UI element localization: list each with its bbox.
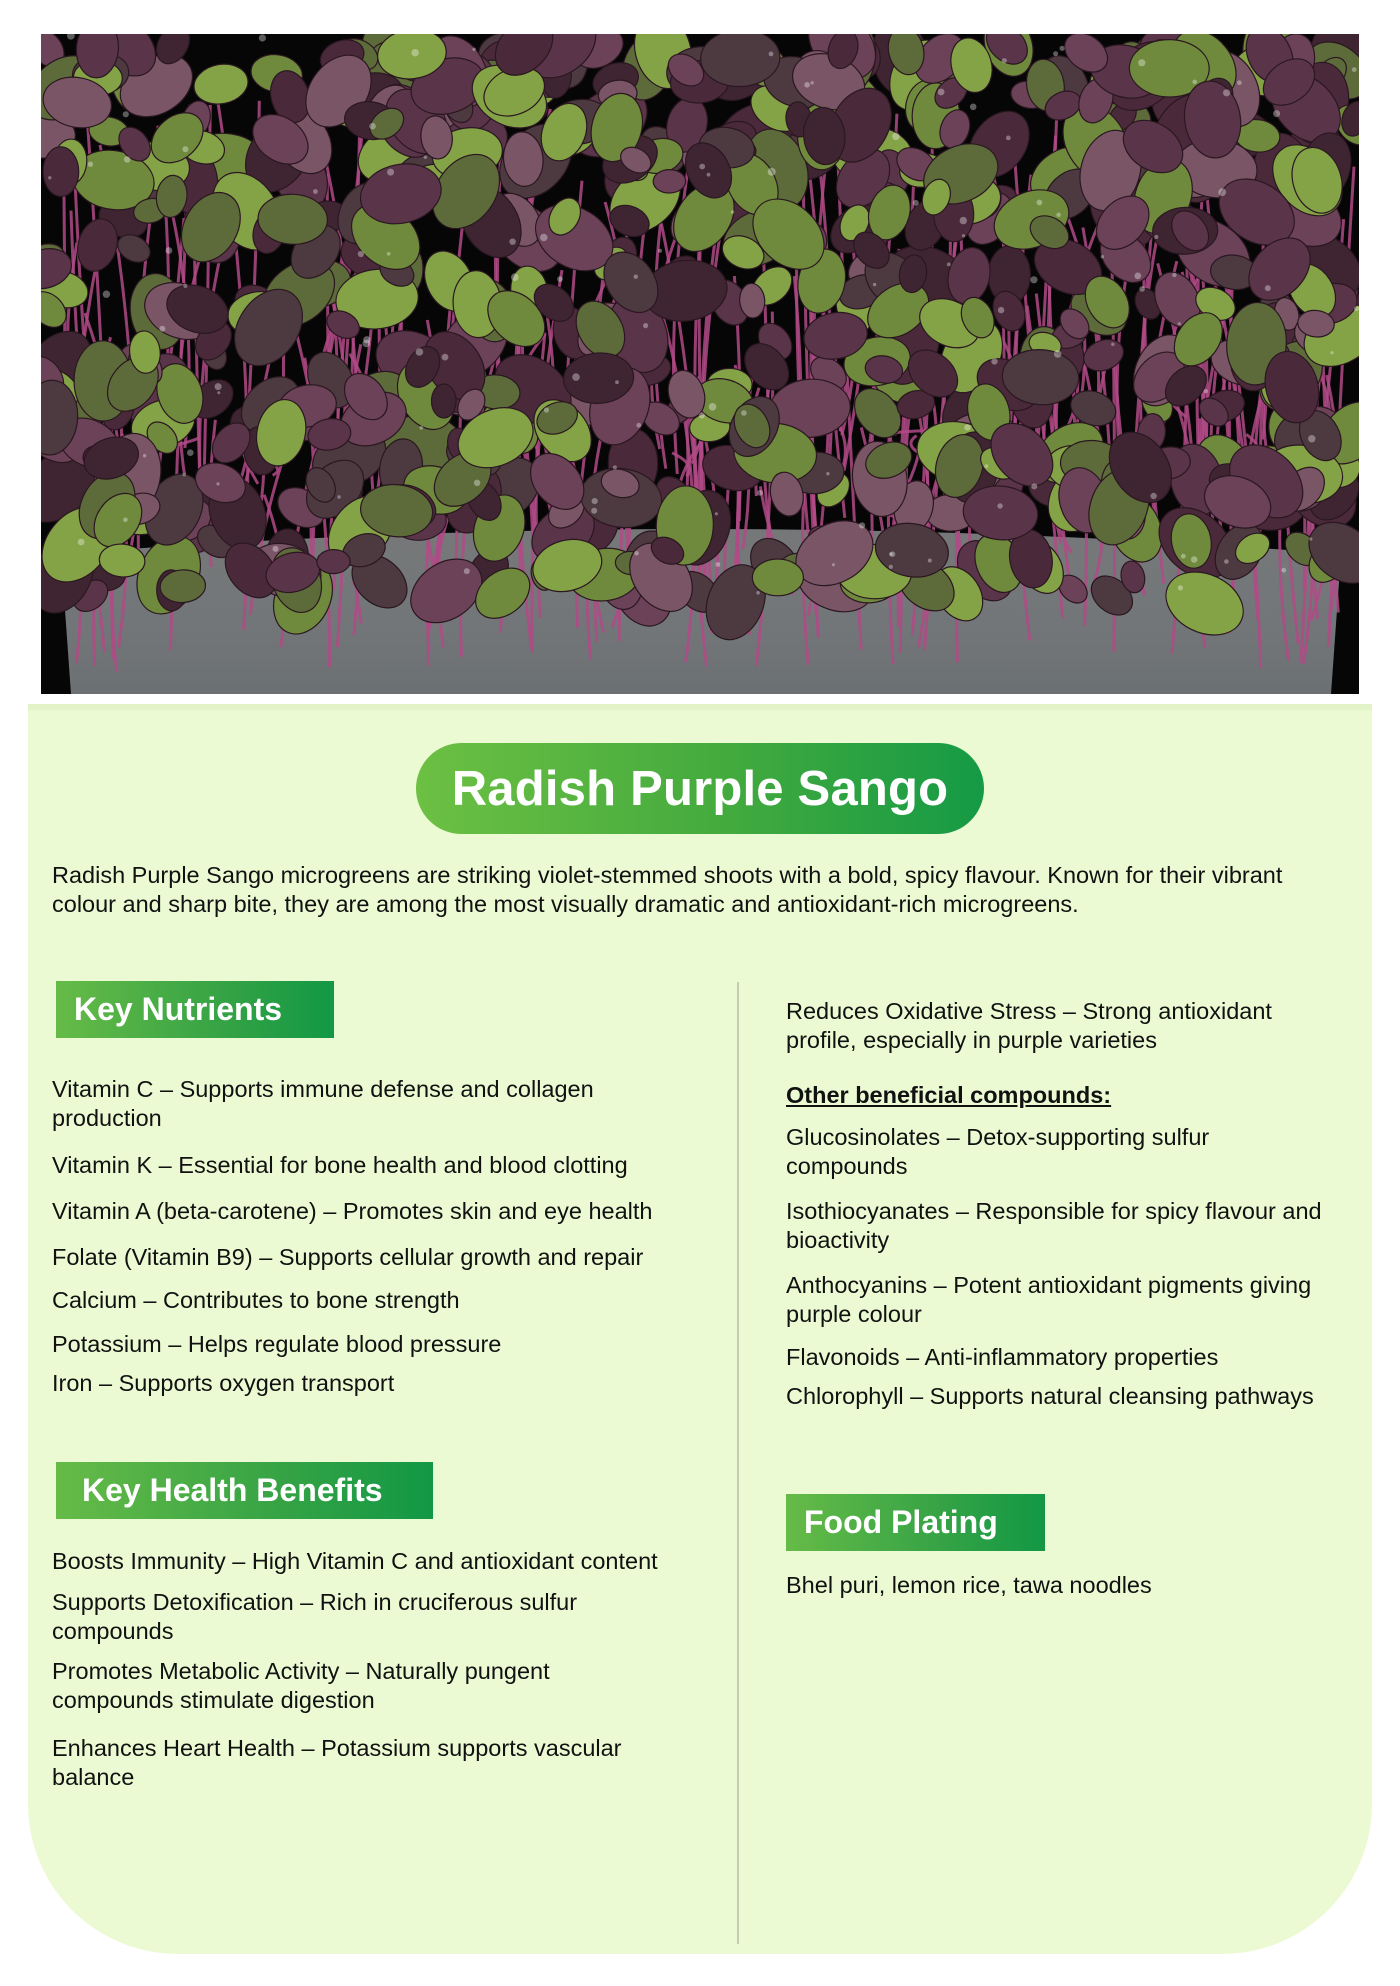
benefit-item: Enhances Heart Health – Potassium supports vascular balance (52, 1735, 622, 1790)
nutrient-item: Folate (Vitamin B9) – Supports cellular growth and repair (52, 1244, 644, 1270)
compound-item: Flavonoids – Anti-inflammatory properties (786, 1344, 1219, 1370)
title-banner (416, 743, 984, 834)
nutrient-item: Vitamin A (beta-carotene) – Promotes skin and eye health (52, 1198, 653, 1224)
compound-item: Isothiocyanates – Responsible for spicy flavour and bioactivity (786, 1198, 1322, 1253)
food-plating-text: Bhel puri, lemon rice, tawa noodles (786, 1572, 1152, 1598)
benefit-item: Reduces Oxidative Stress – Strong antioxidant profile, especially in purple varieties (786, 998, 1272, 1053)
microgreens-photo (41, 34, 1359, 694)
other-compounds-heading: Other beneficial compounds: (786, 1082, 1112, 1108)
compound-item: Anthocyanins – Potent antioxidant pigments giving purple colour (786, 1272, 1312, 1327)
benefit-item: Promotes Metabolic Activity – Naturally pungent compounds stimulate digestion (52, 1658, 550, 1713)
page-title: Radish Purple Sango (451, 761, 949, 816)
intro-paragraph: Radish Purple Sango microgreens are striking violet-stemmed shoots with a bold, spicy flavour. Known for their vibrant colour and sharp bite, they are among the most visually dramatic and antioxidant-rich microgreens. (52, 862, 1283, 917)
compound-item: Chlorophyll – Supports natural cleansing pathways (786, 1383, 1314, 1409)
nutrient-item: Calcium – Contributes to bone strength (52, 1287, 460, 1313)
microgreens-illustration (41, 34, 1359, 694)
compound-item: Glucosinolates – Detox-supporting sulfur compounds (786, 1124, 1210, 1179)
nutrient-item: Vitamin K – Essential for bone health and blood clotting (52, 1152, 628, 1178)
key-nutrients-heading: Key Nutrients (56, 981, 334, 1038)
nutrient-item: Iron – Supports oxygen transport (52, 1370, 395, 1396)
nutrient-item: Vitamin C – Supports immune defense and collagen production (52, 1076, 594, 1131)
benefit-item: Supports Detoxification – Rich in cruciferous sulfur compounds (52, 1589, 578, 1644)
key-health-benefits-heading: Key Health Benefits (56, 1462, 433, 1519)
column-divider (737, 982, 739, 1944)
nutrient-item: Potassium – Helps regulate blood pressure (52, 1331, 502, 1357)
food-plating-heading: Food Plating (786, 1494, 1045, 1551)
benefit-item: Boosts Immunity – High Vitamin C and antioxidant content (52, 1548, 658, 1574)
